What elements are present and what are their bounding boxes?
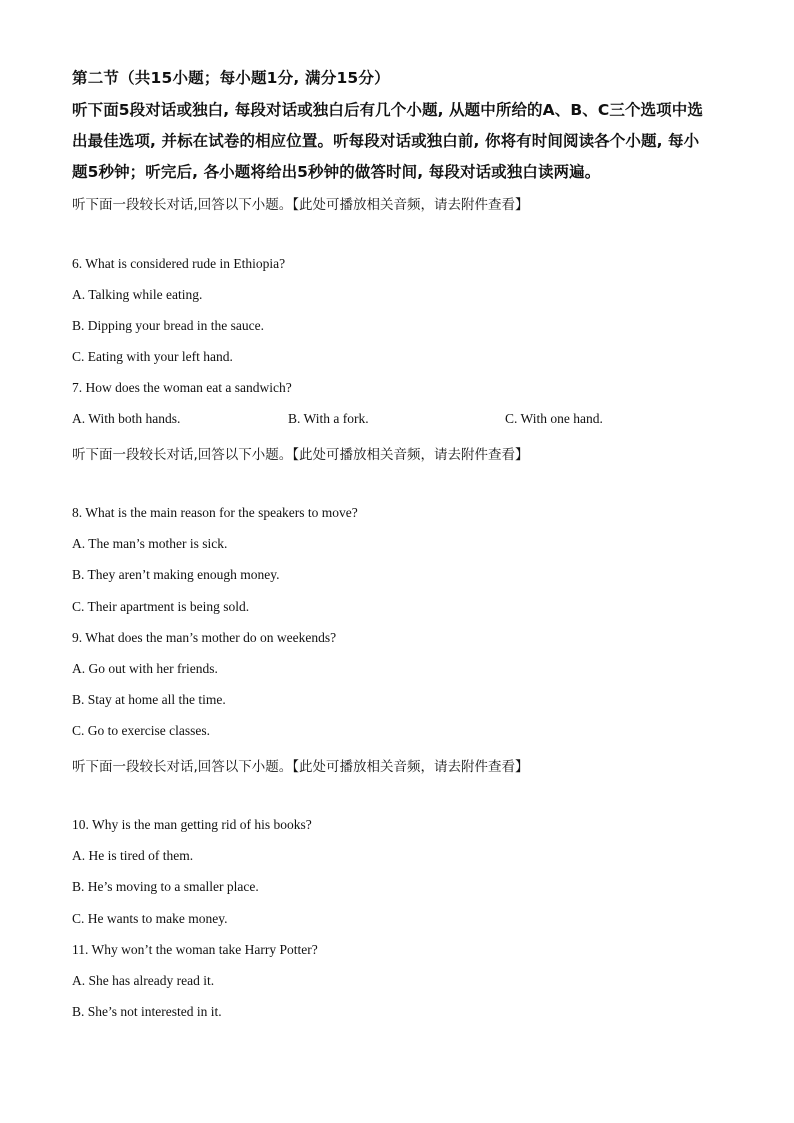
question-8-option-c: C. Their apartment is being sold. — [72, 599, 250, 614]
question-10-option-a: A. He is tired of them. — [72, 848, 194, 863]
question-11-option-a: A. She has already read it. — [72, 973, 215, 988]
question-9: 9. What does the man’s mother do on weekends? — [72, 630, 337, 645]
question-8: 8. What is the main reason for the speakers to move? — [72, 505, 358, 520]
question-10: 10. Why is the man getting rid of his books? — [72, 817, 312, 832]
question-11-option-b: B. She’s not interested in it. — [72, 1004, 222, 1019]
question-10-option-c: C. He wants to make money. — [72, 911, 228, 926]
audio-note-1: 听下面一段较长对话,回答以下小题。【此处可播放相关音频，请去附件查看】 — [72, 197, 529, 213]
question-7-option-c: C. With one hand. — [505, 411, 603, 426]
question-9-option-c: C. Go to exercise classes. — [72, 723, 210, 738]
instructions-line-1: 听下面5段对话或独白, 每段对话或独白后有几个小题, 从题中所给的A、B、C三个选项中选 — [72, 101, 703, 119]
section-heading: 第二节（共15小题；每小题1分, 满分15分） — [72, 69, 390, 87]
question-6-option-b: B. Dipping your bread in the sauce. — [72, 318, 264, 333]
question-9-option-b: B. Stay at home all the time. — [72, 692, 226, 707]
question-8-option-a: A. The man’s mother is sick. — [72, 536, 228, 551]
question-8-option-b: B. They aren’t making enough money. — [72, 567, 280, 582]
question-6-option-c: C. Eating with your left hand. — [72, 349, 233, 364]
instructions-line-3: 题5秒钟；听完后, 各小题将给出5秒钟的做答时间, 每段对话或独白读两遍。 — [72, 163, 601, 181]
question-7-option-b: B. With a fork. — [288, 411, 369, 426]
question-7: 7. How does the woman eat a sandwich? — [72, 380, 292, 395]
question-10-option-b: B. He’s moving to a smaller place. — [72, 879, 259, 894]
question-6-option-a: A. Talking while eating. — [72, 287, 203, 302]
question-6: 6. What is considered rude in Ethiopia? — [72, 256, 286, 271]
question-9-option-a: A. Go out with her friends. — [72, 661, 218, 676]
question-7-option-a: A. With both hands. — [72, 411, 181, 426]
audio-note-2: 听下面一段较长对话,回答以下小题。【此处可播放相关音频，请去附件查看】 — [72, 447, 529, 463]
instructions-line-2: 出最佳选项, 并标在试卷的相应位置。听每段对话或独白前, 你将有时间阅读各个小题, 每小 — [72, 132, 700, 150]
question-11: 11. Why won’t the woman take Harry Potter? — [72, 942, 318, 957]
audio-note-3: 听下面一段较长对话,回答以下小题。【此处可播放相关音频，请去附件查看】 — [72, 759, 529, 775]
question-7-options — [72, 411, 722, 429]
